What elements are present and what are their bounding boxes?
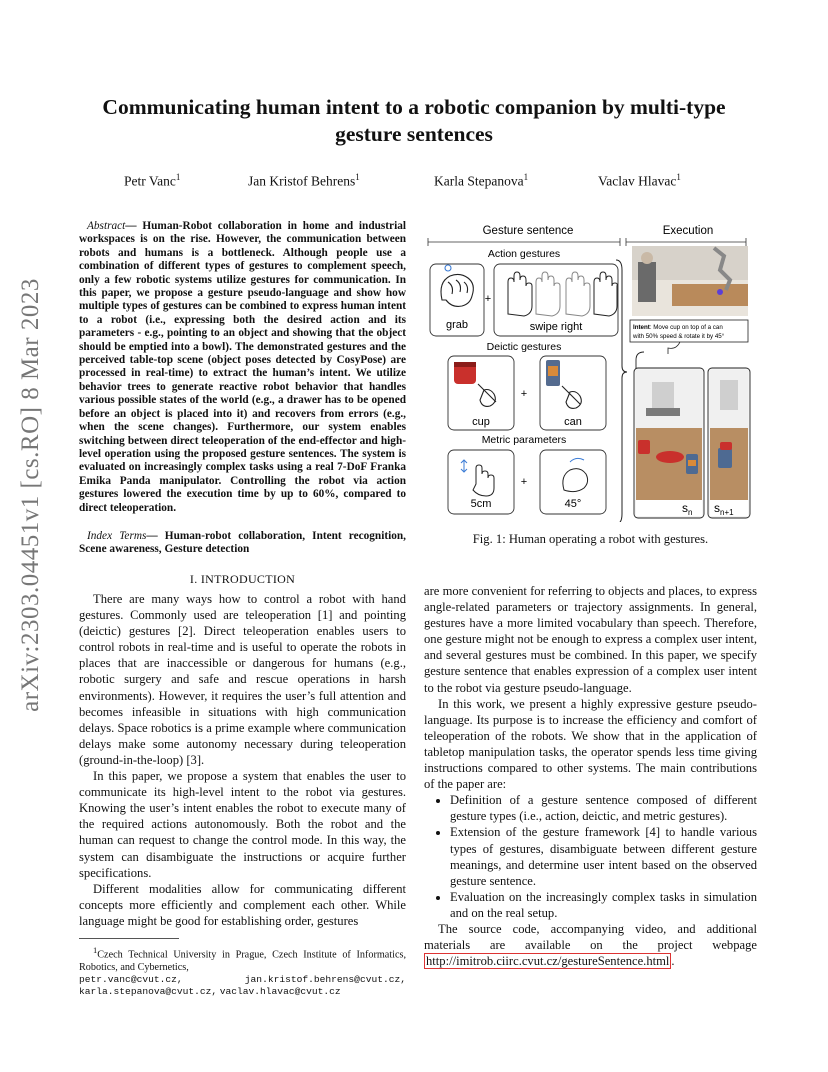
swipe-right-hand-icon bbox=[508, 272, 617, 316]
email: jan.kristof.behrens@cvut.cz, bbox=[244, 973, 406, 985]
grab-hand-icon bbox=[441, 265, 473, 306]
distance-hand-icon bbox=[461, 460, 494, 496]
paragraph: In this paper, we propose a system that enables the user to communicate its high-level intent to the robot via gestures. Knowing the user’s intent enables the robot to execute many of the required actions autonomously. Both the robot and the human can request to change the control mode. In this way, the system can disambiguate the instructions or acquire further specifications. bbox=[79, 769, 406, 880]
paragraph: There are many ways how to control a robot with hand gestures. Commonly used are teleoperation [1] and pointing (deictic) gestures [2]. Direct teleoperation enables users to control robots in real-time and is useful to operate the robots in places that are inaccessible or dangerous for humans (e.g., robotic surgery and safe and rescue operations in harsh environments). However, it requires the user’s full attention and becomes infeasible in situations with high communication delays. Space robotics is a prime example where communication delays make some autonomy necessary during teleoperation (ground-in-the-loop) [3]. bbox=[79, 592, 406, 767]
paragraph: The source code, accompanying video, and additional materials are available on the project webpage http://imitrob.ciirc.cvut.cz/gestureSentence.html . bbox=[424, 921, 757, 969]
fig-label-swipe-right: swipe right bbox=[529, 321, 583, 333]
fig-label-cup: cup bbox=[472, 416, 490, 428]
fig-label-45deg: 45° bbox=[564, 498, 582, 510]
project-webpage-link[interactable]: http://imitrob.ciirc.cvut.cz/gestureSentence.html bbox=[426, 954, 670, 969]
author-4: Vaclav Hlavac$^1$ bbox=[598, 172, 681, 189]
author-1: Petr Vanc$^1$ bbox=[124, 172, 181, 189]
execution-photo-top bbox=[632, 246, 748, 316]
paper-title: Communicating human intent to a robotic companion by multi-type gesture sentences bbox=[102, 95, 726, 146]
fig-label-action-gestures: Action gestures bbox=[487, 248, 561, 260]
list-item: • Definition of a gesture sentence composed of different gesture types (i.e., action, deictic, and metric gestures). bbox=[450, 792, 757, 824]
intro-left-column bbox=[79, 591, 406, 929]
fig-label-metric-parameters: Metric parameters bbox=[481, 434, 567, 446]
fig-plus: + bbox=[520, 476, 528, 488]
execution-photo-sn bbox=[634, 368, 704, 518]
email: petr.vanc@cvut.cz, bbox=[79, 973, 183, 985]
abstract-label: Abstract bbox=[87, 220, 126, 232]
paragraph: are more convenient for referring to objects and places, to express angle-related parameters or trajectory assignments. In general, gestures have a more limited vocabulary than speech. Therefore, one gesture might not be enough to express a complex user intent, and several gestures must be combined. In this paper, we specify gesture sentence that enables expression of a complex user intent to the robot via gesture pseudo-language. bbox=[424, 584, 757, 695]
index-terms-text: — Human-robot collaboration, Intent recognition, Scene awareness, Gesture detection bbox=[79, 530, 406, 556]
paragraph: In this work, we present a highly expressive gesture pseudo-language. Its purpose is to increase the efficiency and comfort of teleoperation of the robots. We show that in the application of tabletop manipulation tasks, the operator spends less time giving instructions compared to other systems. The main contributions of the paper are: bbox=[424, 696, 757, 792]
email: vaclav.hlavac@cvut.cz bbox=[219, 986, 341, 998]
can-pointing-icon bbox=[546, 360, 581, 408]
fig-label-can: can bbox=[564, 416, 582, 428]
section-heading-introduction: I. INTRODUCTION bbox=[189, 572, 296, 586]
author-3: Karla Stepanova$^1$ bbox=[434, 172, 529, 189]
index-terms bbox=[79, 530, 406, 557]
fig-label-deictic-gestures: Deictic gestures bbox=[486, 341, 562, 353]
fig-plus: + bbox=[484, 293, 492, 305]
intent-text-2: with 50% speed & rotate it by 45° bbox=[633, 333, 725, 340]
abstract bbox=[79, 220, 406, 515]
figure-caption: Fig. 1: Human operating a robot with gestures. bbox=[472, 532, 709, 546]
execution-photo-sn1 bbox=[708, 368, 750, 518]
cup-pointing-icon bbox=[454, 362, 496, 406]
index-terms-label: Index Terms bbox=[87, 530, 147, 542]
author-2: Jan Kristof Behrens$^1$ bbox=[248, 172, 360, 189]
fig-label-5cm: 5cm bbox=[470, 498, 492, 510]
list-item: • Evaluation on the increasingly complex tasks in simulation and on the real setup. bbox=[450, 889, 757, 921]
arxiv-identifier: arXiv:2303.04451v1 [cs.RO] 8 Mar 2023 bbox=[17, 278, 44, 712]
footnote: $^1$Czech Technical University in Prague, Czech Institute of Informatics, Robotics, and Cybernetics, petr.vanc@cvut.cz, jan.kristof.behrens@cvut.cz, karla.stepanova@cvut.cz, vaclav.hlavac@cvut.cz bbox=[79, 944, 406, 999]
paragraph: Different modalities allow for communicating different concepts more efficiently and complement each other. While language might be good for establishing order, gestures bbox=[79, 881, 406, 928]
state-sn1-label: $s_{n+1}$ bbox=[714, 501, 734, 517]
fig-header-execution: Execution bbox=[662, 225, 714, 237]
fig-header-gesture-sentence: Gesture sentence bbox=[482, 225, 574, 237]
list-item: • Extension of the gesture framework [4] to handle various types of gestures, disambiguate between different gesture meanings, and determine user intent based on the observed gesture sentence. bbox=[450, 824, 757, 888]
email: karla.stepanova@cvut.cz, bbox=[79, 986, 218, 998]
fig-plus: + bbox=[520, 388, 528, 400]
fig-label-grab: grab bbox=[445, 319, 469, 331]
abstract-text: — Human-Robot collaboration in home and industrial workspaces is on the rise. However, the communication between robots and humans is a bottleneck. Although people use a combination of different types of gestures to complement speech, only a few robotic systems utilize gestures for communication. In this paper, we propose a gesture pseudo-language and show how multiple types of gestures can be combined to express human intent to a robot (i.e., expressing both the desired action and its parameters - e.g., pointing to an object and showing that the object should be emptied into a bowl). The demonstrated gestures and the perceived table-top scene (object poses detected by CosyPose) are processed in real-time) to extract the human’s intent. We utilize behavior trees to generate reactive robot behavior that handles various possible states of the world (e.g., a drawer has to be opened before an object is placed into it) and recovers from errors (e.g., when the scene changes). Furthermore, our system enables switching between direct teleoperation of the end-effector and high-level operation using the proposed gesture sentences. The system is evaluated on increasingly complex tasks using a real 7-DoF Franka Emika Panda manipulator. Controlling the robot via action gestures lowered the execution time by up to 60%, compared to direct teleoperation. bbox=[79, 220, 406, 514]
state-sn-label: $s_n$ bbox=[682, 501, 693, 517]
intent-text-1: Intent: Move cup on top of a can bbox=[633, 324, 723, 331]
arxiv-sidebar bbox=[6, 278, 56, 712]
intro-right-column bbox=[424, 583, 757, 969]
figure-1 bbox=[424, 222, 758, 522]
rotate-hand-icon bbox=[563, 458, 588, 491]
contributions-list bbox=[424, 792, 757, 921]
